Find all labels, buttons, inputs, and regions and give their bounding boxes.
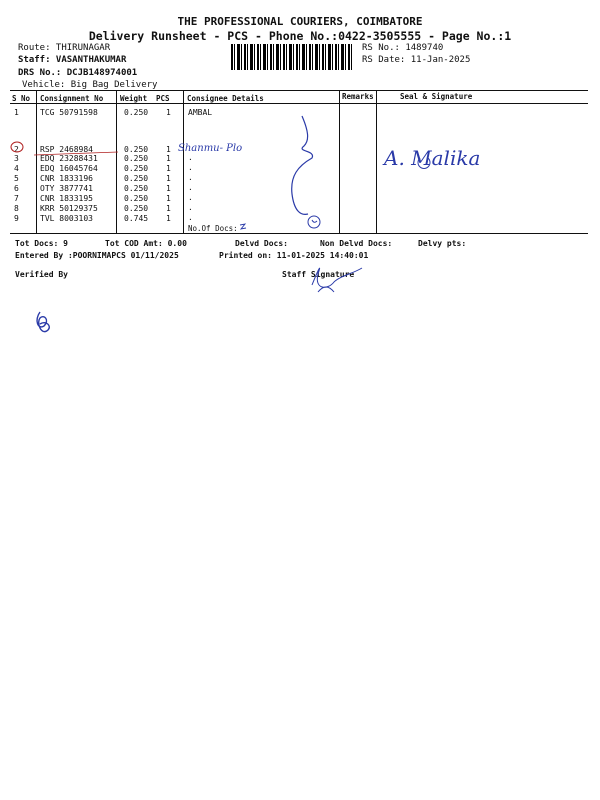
no-of-docs-label: No.Of Docs: xyxy=(188,224,238,233)
col-header-remarks: Remarks xyxy=(342,92,374,101)
row-weight: 0.745 xyxy=(124,214,149,223)
row-consignment: EDQ 16045764 xyxy=(40,164,98,173)
col-header-consignee: Consignee Details xyxy=(187,94,264,103)
verified-initials-scribble xyxy=(37,312,49,332)
row-sno: 6 xyxy=(14,184,19,193)
red-underline-mark xyxy=(34,152,118,155)
row-pcs: 1 xyxy=(166,204,171,213)
row-weight: 0.250 xyxy=(124,194,149,203)
company-name: THE PROFESSIONAL COURIERS, COIMBATORE xyxy=(177,15,423,28)
row-pcs: 1 xyxy=(166,108,171,117)
row-sno: 3 xyxy=(14,154,19,163)
row-consignment: CNR 1833196 xyxy=(40,174,93,183)
seal-signature-handwriting: A. Malika xyxy=(384,146,481,170)
red-circle-mark xyxy=(11,142,23,152)
row-consignment: EDQ 23288431 xyxy=(40,154,98,163)
row-weight: 0.250 xyxy=(124,164,149,173)
row-weight: 0.250 xyxy=(124,184,149,193)
col-header-weight: Weight xyxy=(120,94,148,103)
tot-cod-amt: Tot COD Amt: 0.00 xyxy=(105,239,187,248)
row-pcs: 1 xyxy=(166,194,171,203)
docs-count-scribble xyxy=(240,224,246,229)
row-consignee: AMBAL xyxy=(188,108,213,117)
runsheet-title: Delivery Runsheet - PCS - Phone No.:0422-3505555 - Page No.:1 xyxy=(88,29,512,43)
row-consignment: RSP 2468984 xyxy=(40,145,93,154)
row-sno: 4 xyxy=(14,164,19,173)
staff-label: Staff: VASANTHAKUMAR xyxy=(18,55,127,65)
non-delvd-docs: Non Delvd Docs: xyxy=(320,239,393,248)
row-consignment: OTY 3877741 xyxy=(40,184,93,193)
row-weight: 0.250 xyxy=(124,174,149,183)
row-consignee: . xyxy=(188,163,193,172)
staff-signature-scribble xyxy=(312,268,362,287)
col-header-pcs: PCS xyxy=(156,94,170,103)
consignee-signature-stroke xyxy=(292,116,313,214)
row-pcs: 1 xyxy=(166,214,171,223)
col-header-sno: S No xyxy=(12,94,31,103)
row-sno: 8 xyxy=(14,204,19,213)
rs-date: RS Date: 11-Jan-2025 xyxy=(362,55,471,65)
row-sno: 1 xyxy=(14,108,19,117)
row-pcs: 1 xyxy=(166,184,171,193)
row-consignment: TCG 50791598 xyxy=(40,108,98,117)
row-pcs: 1 xyxy=(166,164,171,173)
printed-on: Printed on: 11-01-2025 14:40:01 xyxy=(219,251,369,260)
row2-note-handwriting: Shanmu- Plo xyxy=(178,143,243,154)
drs-number: DRS No.: DCJB148974001 xyxy=(18,68,138,78)
row-weight: 0.250 xyxy=(124,154,149,163)
row-sno: 2 xyxy=(14,145,19,154)
row-sno: 7 xyxy=(14,194,19,203)
row-consignee: . xyxy=(188,153,193,162)
row-consignee: . xyxy=(188,183,193,192)
rs-number: RS No.: 1489740 xyxy=(362,43,444,53)
row-consignment: TVL 8003103 xyxy=(40,214,93,223)
entered-by: Entered By :POORNIMAPCS 01/11/2025 xyxy=(15,251,179,260)
delvy-pts: Delvy pts: xyxy=(418,239,467,248)
row-consignee: . xyxy=(188,213,193,222)
row-weight: 0.250 xyxy=(124,145,149,154)
row-consignee: . xyxy=(188,173,193,182)
row-consignment: CNR 1833195 xyxy=(40,194,93,203)
row-pcs: 1 xyxy=(166,154,171,163)
row-sno: 9 xyxy=(14,214,19,223)
col-header-consignment: Consignment No xyxy=(40,94,104,103)
vehicle-label: Vehicle: Big Bag Delivery xyxy=(22,80,158,90)
verified-by: Verified By xyxy=(15,270,68,279)
staff-signature-label: Staff Signature xyxy=(282,270,355,279)
row-consignee: . xyxy=(188,193,193,202)
row-pcs: 1 xyxy=(166,174,171,183)
row-sno: 5 xyxy=(14,174,19,183)
row-weight: 0.250 xyxy=(124,108,149,117)
tot-docs: Tot Docs: 9 xyxy=(15,239,68,248)
row-weight: 0.250 xyxy=(124,204,149,213)
row-consignment: KRR 50129375 xyxy=(40,204,98,213)
row-pcs: 1 xyxy=(166,145,171,154)
col-header-seal: Seal & Signature xyxy=(400,92,473,101)
delvd-docs: Delvd Docs: xyxy=(235,239,288,248)
row-consignee: . xyxy=(188,203,193,212)
route-label: Route: THIRUNAGAR xyxy=(18,43,111,53)
